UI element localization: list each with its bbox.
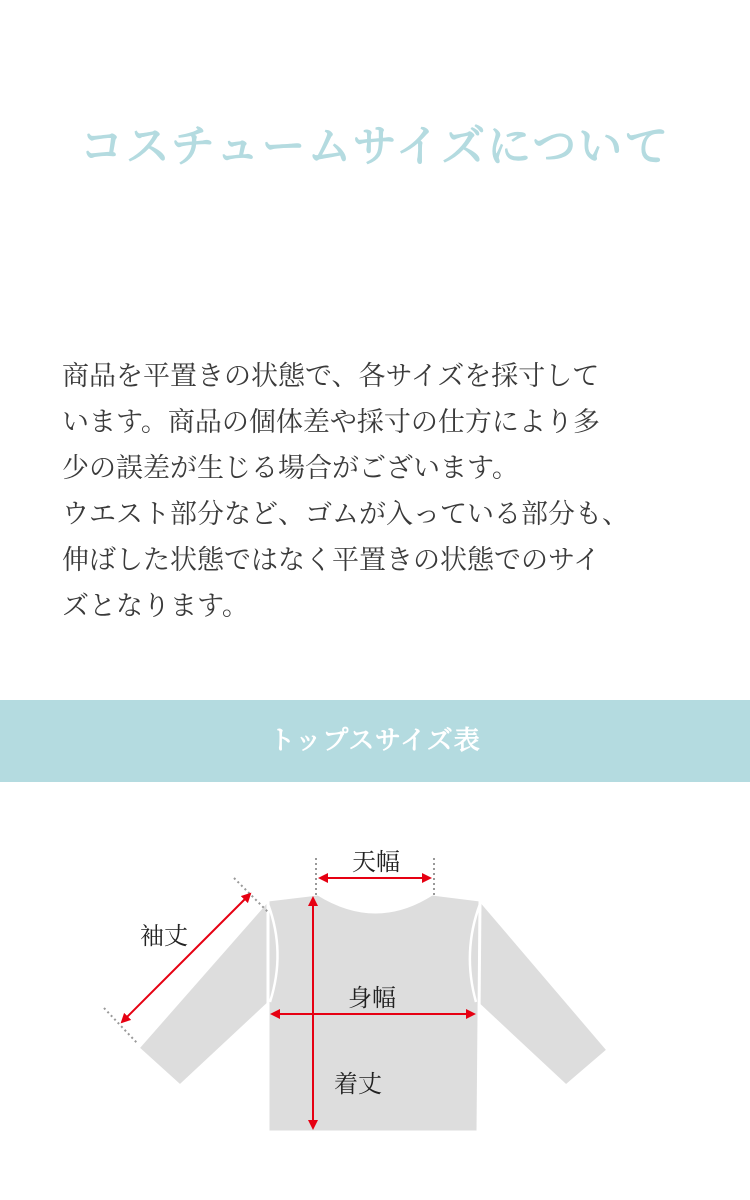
sleeve-guide-bottom xyxy=(104,1008,138,1044)
label-sleeve-length: 袖丈 xyxy=(140,922,188,950)
intro-text: 商品を平置きの状態で、各サイズを採寸して います。商品の個体差や採寸の仕方により多 少の誤差が生じる場合がございます。 ウエスト部分など、ゴムが入っている部分も、 伸ばした状態ではなく平置きの状態でのサイ ズとなります。 xyxy=(62,361,629,622)
label-body-width: 身幅 xyxy=(348,984,396,1012)
size-diagram xyxy=(0,782,750,1200)
label-neck-width: 天幅 xyxy=(352,848,400,876)
sleeve-guide-top xyxy=(234,878,268,912)
section-band xyxy=(0,700,750,782)
page-title: コスチュームサイズについて xyxy=(79,121,671,172)
label-body-length: 着丈 xyxy=(334,1070,382,1098)
right-sleeve-shape xyxy=(476,900,608,1086)
section-band-label: トップスサイズ表 xyxy=(269,726,481,756)
